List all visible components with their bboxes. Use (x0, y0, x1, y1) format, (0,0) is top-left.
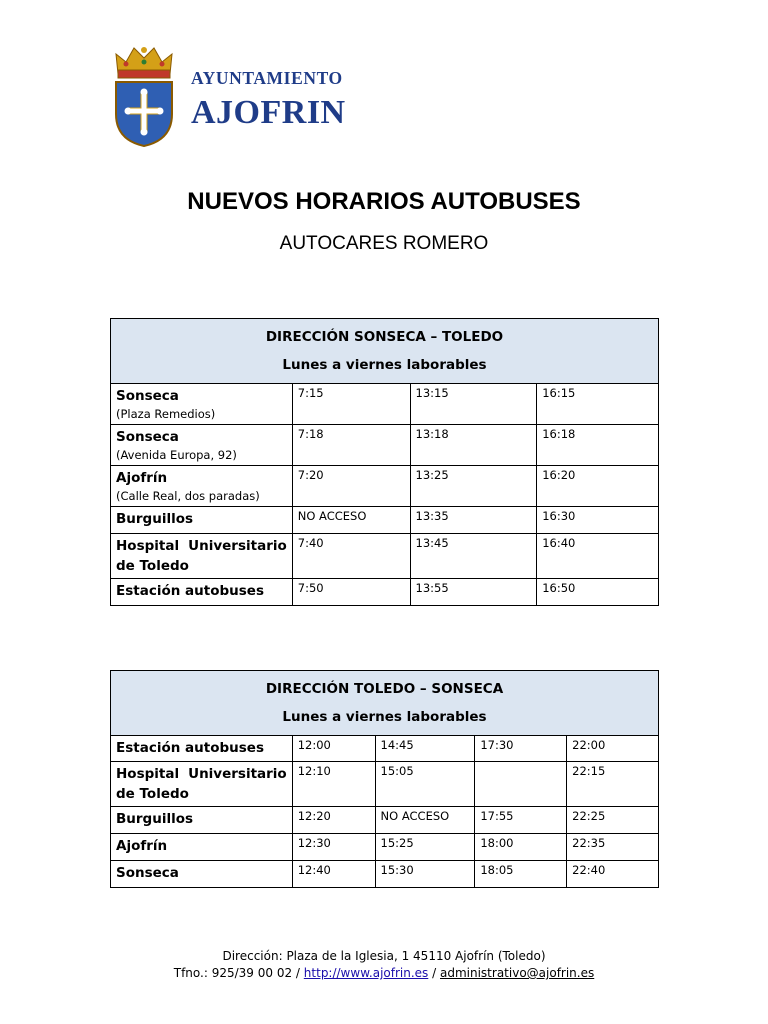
time-cell: 13:55 (410, 579, 537, 606)
time-cell: 15:25 (375, 834, 475, 861)
time-cell: 18:05 (475, 861, 567, 888)
footer-contact (0, 965, 768, 982)
stop-name: Burguillos (111, 807, 293, 834)
time-cell: 16:30 (537, 507, 659, 534)
email-link[interactable]: administrativo@ajofrin.es (440, 966, 595, 980)
time-cell: 13:45 (410, 534, 537, 579)
time-cell: 14:45 (375, 736, 475, 762)
schedule-table-toledo-sonseca (110, 670, 659, 888)
time-cell: 12:00 (292, 736, 375, 762)
footer-phone: Tfno.: 925/39 00 02 / (173, 966, 300, 980)
time-cell: 7:50 (292, 579, 410, 606)
stop-cell (111, 466, 293, 507)
time-cell: 22:00 (567, 736, 659, 762)
time-cell: 18:00 (475, 834, 567, 861)
stop-cell (111, 384, 293, 425)
stop-note: (Avenida Europa, 92) (116, 448, 237, 462)
stop-note: (Calle Real, dos paradas) (116, 489, 260, 503)
time-cell: 16:50 (537, 579, 659, 606)
stop-name-line-2: de Toledo (116, 558, 189, 574)
time-cell: 7:18 (292, 425, 410, 466)
footer-address: Dirección: Plaza de la Iglesia, 1 45110 Ajofrín (Toledo) (222, 949, 546, 963)
table-row (111, 466, 659, 507)
time-cell: 22:15 (567, 762, 659, 807)
stop-name-line-1: Hospital Universitario (116, 766, 287, 782)
schedule-table-sonseca-toledo (110, 318, 659, 606)
time-cell: 15:05 (375, 762, 475, 807)
time-cell: 13:35 (410, 507, 537, 534)
stop-name: Estación autobuses (111, 736, 293, 762)
time-cell: 22:40 (567, 861, 659, 888)
stop-name: Sonseca (116, 429, 179, 445)
time-cell: 17:55 (475, 807, 567, 834)
time-cell: 12:40 (292, 861, 375, 888)
coat-of-arms-logo (112, 44, 176, 148)
footer (0, 948, 768, 982)
time-cell: 7:40 (292, 534, 410, 579)
stop-name: Ajofrín (111, 834, 293, 861)
time-cell: NO ACCESO (292, 507, 410, 534)
time-cell: NO ACCESO (375, 807, 475, 834)
table-row (111, 384, 659, 425)
time-cell: 16:18 (537, 425, 659, 466)
time-cell: 16:20 (537, 466, 659, 507)
org-line-2: AJOFRIN (191, 94, 346, 131)
direction-label: DIRECCIÓN SONSECA – TOLEDO (265, 329, 504, 345)
stop-cell (111, 534, 293, 579)
time-cell: 17:30 (475, 736, 567, 762)
stop-cell (111, 762, 293, 807)
table-header (111, 319, 659, 384)
table-row (111, 507, 659, 534)
table-row (111, 579, 659, 606)
stop-name-line-2: de Toledo (116, 786, 189, 802)
time-cell: 13:18 (410, 425, 537, 466)
time-cell: 16:15 (537, 384, 659, 425)
time-cell: 15:30 (375, 861, 475, 888)
time-cell: 12:30 (292, 834, 375, 861)
direction-label: DIRECCIÓN TOLEDO – SONSECA (265, 681, 504, 697)
time-cell: 13:15 (410, 384, 537, 425)
stop-name: Burguillos (111, 507, 293, 534)
table-row (111, 861, 659, 888)
table-row (111, 807, 659, 834)
organization-name (191, 68, 346, 133)
stop-cell (111, 425, 293, 466)
stop-name: Sonseca (116, 388, 179, 404)
stop-name-line-1: Hospital Universitario (116, 538, 287, 554)
stop-name: Sonseca (111, 861, 293, 888)
footer-separator: / (432, 966, 437, 980)
website-link[interactable]: http://www.ajofrin.es (303, 966, 429, 980)
table-row (111, 425, 659, 466)
table-row (111, 534, 659, 579)
days-label: Lunes a viernes laborables (282, 709, 487, 725)
time-cell (475, 762, 567, 807)
stop-note: (Plaza Remedios) (116, 407, 216, 421)
table-row (111, 762, 659, 807)
time-cell: 12:20 (292, 807, 375, 834)
page-title: NUEVOS HORARIOS AUTOBUSES (187, 188, 581, 215)
time-cell: 22:35 (567, 834, 659, 861)
table-row (111, 736, 659, 762)
page-subtitle: AUTOCARES ROMERO (279, 233, 489, 254)
table-header (111, 671, 659, 736)
org-line-1: AYUNTAMIENTO (191, 68, 343, 88)
days-label: Lunes a viernes laborables (282, 357, 487, 373)
time-cell: 12:10 (292, 762, 375, 807)
time-cell: 7:20 (292, 466, 410, 507)
stop-name: Ajofrín (116, 470, 168, 486)
time-cell: 7:15 (292, 384, 410, 425)
time-cell: 13:25 (410, 466, 537, 507)
time-cell: 22:25 (567, 807, 659, 834)
table-row (111, 834, 659, 861)
time-cell: 16:40 (537, 534, 659, 579)
stop-name: Estación autobuses (111, 579, 293, 606)
